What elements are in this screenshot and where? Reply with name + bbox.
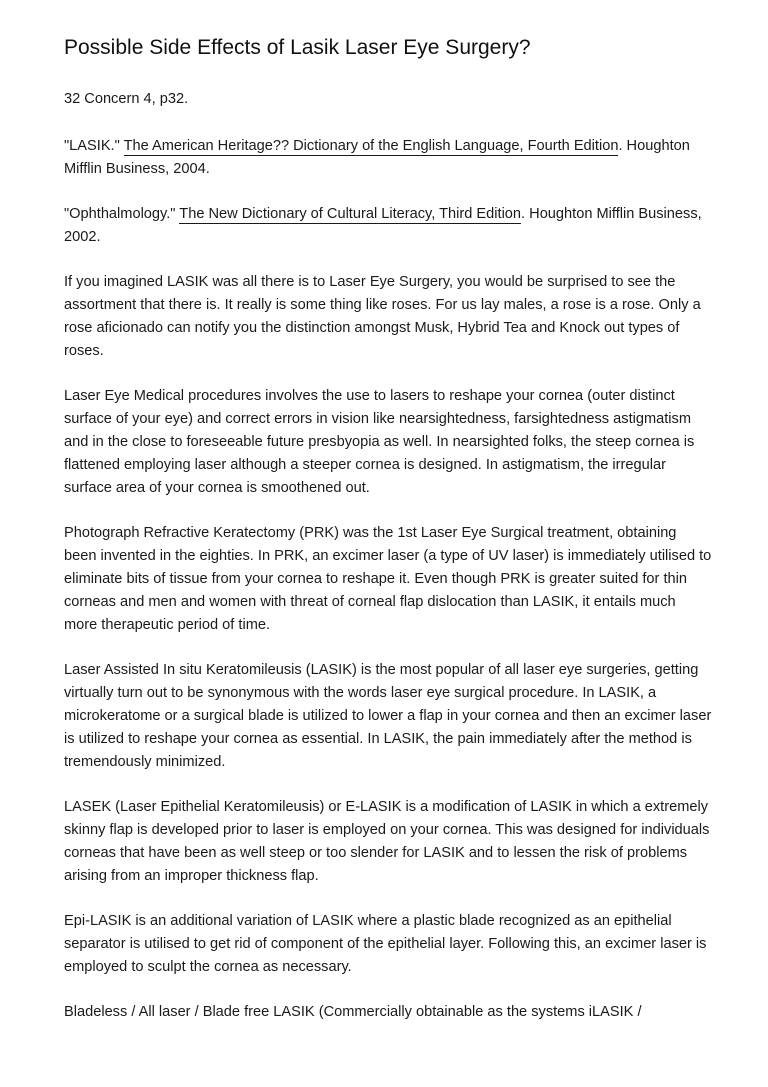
citation-lasik [64, 135, 712, 181]
citation-prefix: "LASIK." [64, 138, 124, 154]
paragraph-epi-lasik: Epi-LASIK is an additional variation of LASIK where a plastic blade recognized as an epithelial separator is utilised to get rid of component of the epithelial layer. Following this, an excimer laser is employed to sculpt the cornea as necessary. [64, 913, 707, 975]
paragraph-bladeless: Bladeless / All laser / Blade free LASIK (Commercially obtainable as the systems iLASIK / [64, 1004, 642, 1020]
paragraph-prk: Photograph Refractive Keratectomy (PRK) was the 1st Laser Eye Surgical treatment, obtaining been invented in the eighties. In PRK, an excimer laser (a type of UV laser) is immediately utilised to eliminate bits of tissue from your cornea to reshape it. Even though PRK is greater suited for thin corneas and men and women with threat of corneal flap dislocation than LASIK, it entails much more therapeutic period of time. [64, 525, 712, 633]
page-title: Possible Side Effects of Lasik Laser Eye Surgery? [64, 36, 531, 59]
document-page [64, 34, 712, 1046]
paragraph-lasik: Laser Assisted In situ Keratomileusis (LASIK) is the most popular of all laser eye surgeries, getting virtually turn out to be synonymous with the words laser eye surgical procedure. In LASIK, a microkeratome or a surgical blade is utilized to lower a flap in your cornea and then an excimer laser is utilized to reshape your cornea as essential. In LASIK, the pain immediately after the method is tremendously minimized. [64, 662, 712, 770]
paragraph-laser-procedures: Laser Eye Medical procedures involves the use to lasers to reshape your cornea (outer distinct surface of your eye) and correct errors in vision like nearsightedness, farsightedness astigmatism and in the close to foreseeable future presbyopia as well. In nearsighted folks, the steep cornea is flattened employing laser although a steeper cornea is designed. In astigmatism, the irregular surface area of your cornea is smoothened out. [64, 388, 695, 496]
source-line: 32 Concern 4, p32. [64, 91, 189, 107]
citation-ophthalmology [64, 203, 712, 249]
citation-suffix: . Houghton Mifflin Business, 2004. [64, 138, 690, 177]
paragraph-roses: If you imagined LASIK was all there is to Laser Eye Surgery, you would be surprised to see the assortment that there is. It really is some thing like roses. For us lay males, a rose is a rose. Only a rose aficionado can notify you the distinction amongst Musk, Hybrid Tea and Knock out types of roses. [64, 274, 701, 359]
citation-link-cultural-literacy[interactable]: The New Dictionary of Cultural Literacy, Third Edition [179, 206, 522, 222]
citation-prefix: "Ophthalmology." [64, 206, 180, 222]
paragraph-lasek: LASEK (Laser Epithelial Keratomileusis) or E-LASIK is a modification of LASIK in which a extremely skinny flap is developed prior to laser is employed on your cornea. This was designed for individuals corneas that have been as well steep or too slender for LASIK and to lessen the risk of problems arising from an improper thickness flap. [64, 799, 710, 884]
citation-suffix: . Houghton Mifflin Business, 2002. [64, 206, 702, 245]
citation-link-american-heritage[interactable]: The American Heritage?? Dictionary of the English Language, Fourth Edition [123, 138, 619, 154]
